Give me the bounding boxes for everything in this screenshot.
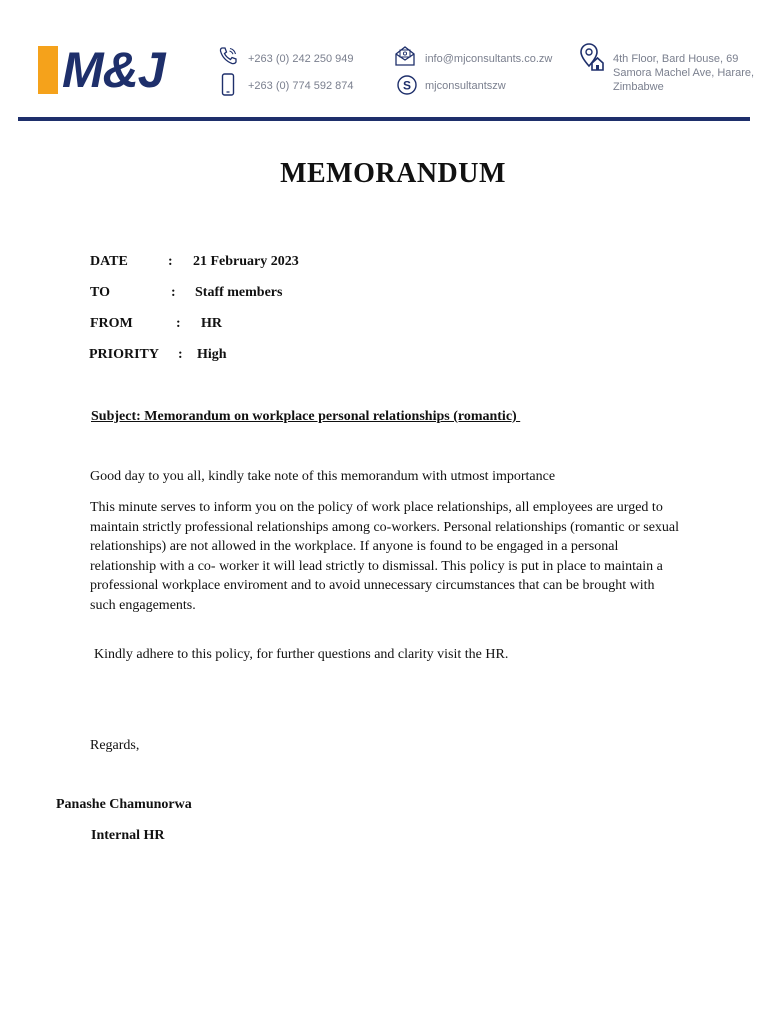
memo-subject: Subject: Memorandum on workplace personal relationships (romantic) [91, 409, 521, 424]
greeting-paragraph: Good day to you all, kindly take note of this memorandum with utmost importance [90, 469, 556, 484]
to-value: Staff members [195, 285, 283, 300]
priority-label: PRIORITY [89, 347, 160, 362]
date-label: DATE [90, 254, 128, 269]
address-line-2: Samora Machel Ave, Harare, [613, 67, 755, 79]
address-line-1: 4th Floor, Bard House, 69 [613, 53, 739, 65]
company-logo [38, 44, 165, 96]
logo-accent-bar [38, 46, 58, 94]
closing-note: Kindly adhere to this policy, for further questions and clarity visit the HR. [94, 647, 509, 662]
date-separator: : [168, 254, 173, 269]
logo-text: M&J [62, 42, 165, 98]
signer-name: Panashe Chamunorwa [56, 797, 192, 812]
priority-value: High [197, 347, 227, 362]
phone-number-1[interactable]: +263 (0) 242 250 949 [248, 53, 354, 65]
skype-icon [396, 74, 418, 96]
office-address [613, 52, 754, 94]
from-value: HR [201, 316, 222, 331]
signer-title: Internal HR [91, 828, 165, 843]
mobile-icon [221, 73, 235, 97]
from-label: FROM [90, 316, 133, 331]
email-icon [394, 45, 416, 67]
memo-title: MEMORANDUM [280, 158, 506, 189]
skype-handle[interactable]: mjconsultantszw [425, 80, 506, 92]
header-divider [18, 117, 750, 121]
to-label: TO [90, 285, 110, 300]
regards-line: Regards, [90, 738, 140, 753]
from-separator: : [176, 316, 181, 331]
svg-text:S: S [402, 78, 412, 93]
body-paragraph: This minute serves to inform you on the policy of work place relationships, all employees are urged to maintain strictly professional relationships among co-workers. Personal relationships (romantic or sexual relationships) are not allowed in the workplace. If anyone is found to be engaged in a personal relationship with a co- worker it will lead strictly to dismissal. This policy is put in place to maintain a professional workplace enviroment and to avoid unnecessary circumstances that can be brought with such engagements. [90, 500, 680, 613]
email-address[interactable]: info@mjconsultants.co.zw [425, 53, 553, 65]
priority-separator: : [178, 347, 183, 362]
phone-icon [218, 46, 238, 66]
location-icon [578, 42, 606, 72]
date-value: 21 February 2023 [193, 254, 299, 269]
phone-number-2[interactable]: +263 (0) 774 592 874 [248, 80, 354, 92]
to-separator: : [171, 285, 176, 300]
address-line-3: Zimbabwe [613, 81, 664, 93]
letterhead [0, 0, 768, 122]
